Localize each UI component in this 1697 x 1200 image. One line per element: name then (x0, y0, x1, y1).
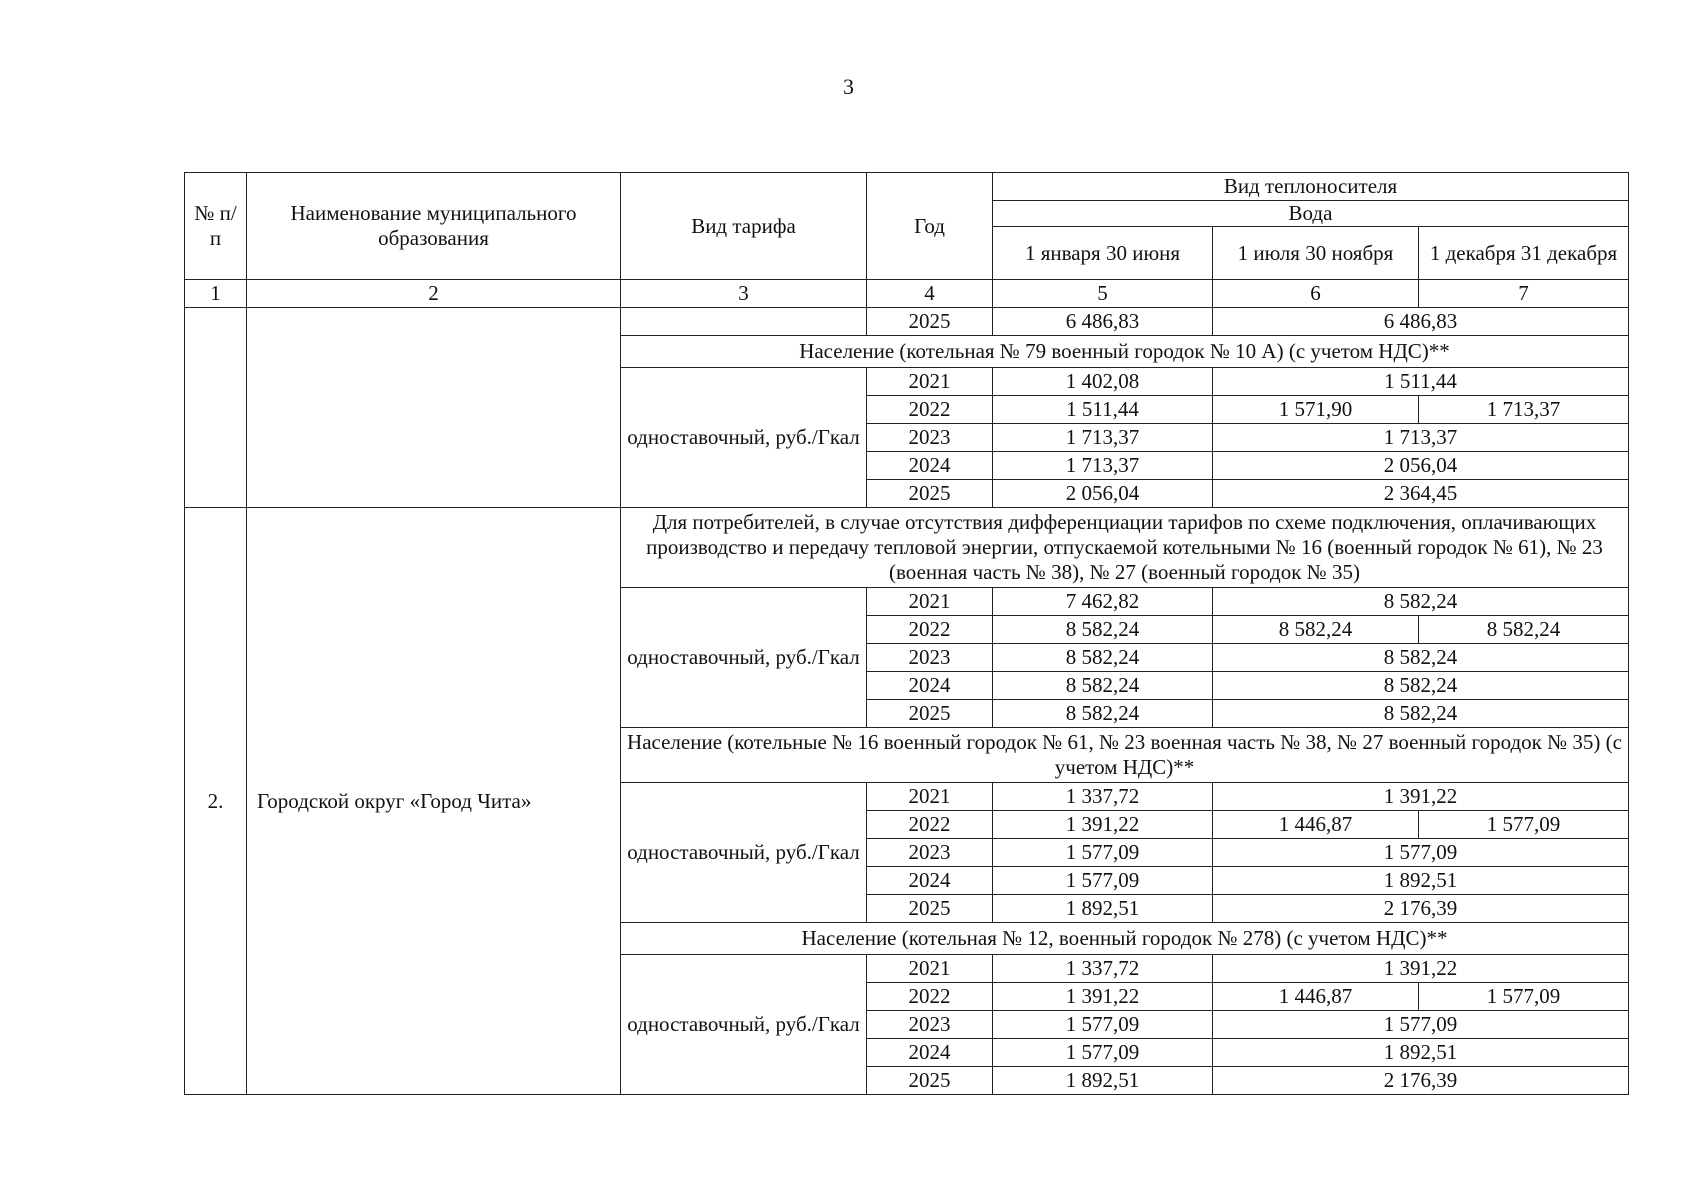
value-cell: 1 577,09 (993, 867, 1213, 895)
year-cell: 2023 (867, 1011, 993, 1039)
year-cell: 2021 (867, 368, 993, 396)
value-cell: 2 056,04 (993, 480, 1213, 508)
value-cell: 1 892,51 (993, 1067, 1213, 1095)
section-2 (185, 508, 1629, 1095)
value-cell: 2 364,45 (1213, 480, 1629, 508)
year-cell: 2023 (867, 424, 993, 452)
column-number: 1 (185, 280, 247, 308)
value-cell: 1 713,37 (1419, 396, 1629, 424)
header-tariff-type: Вид тарифа (621, 173, 867, 280)
value-cell: 1 511,44 (993, 396, 1213, 424)
value-cell: 1 391,22 (1213, 783, 1629, 811)
value-cell: 1 402,08 (993, 368, 1213, 396)
value-cell: 8 582,24 (1213, 644, 1629, 672)
column-number: 5 (993, 280, 1213, 308)
value-cell: 8 582,24 (993, 616, 1213, 644)
value-cell: 1 713,37 (1213, 424, 1629, 452)
year-cell: 2024 (867, 1039, 993, 1067)
value-cell: 8 582,24 (1213, 588, 1629, 616)
year-cell: 2022 (867, 983, 993, 1011)
value-cell: 1 391,22 (993, 811, 1213, 839)
value-cell: 1 892,51 (1213, 867, 1629, 895)
column-number: 3 (621, 280, 867, 308)
value-cell: 1 577,09 (1419, 811, 1629, 839)
header-year: Год (867, 173, 993, 280)
group-title: Население (котельная № 79 военный городок № 10 А) (с учетом НДС)** (621, 336, 1629, 368)
value-cell: 6 486,83 (1213, 308, 1629, 336)
value-cell: 8 582,24 (993, 700, 1213, 728)
table-header (185, 173, 1629, 308)
column-number: 2 (247, 280, 621, 308)
year-cell: 2025 (867, 308, 993, 336)
year-cell: 2021 (867, 588, 993, 616)
header-coolant-type: Вид теплоносителя (993, 173, 1629, 201)
value-cell: 1 713,37 (993, 452, 1213, 480)
value-cell: 2 056,04 (1213, 452, 1629, 480)
section-2-num: 2. (185, 508, 247, 1095)
value-cell: 8 582,24 (993, 644, 1213, 672)
year-cell: 2021 (867, 955, 993, 983)
column-number: 7 (1419, 280, 1629, 308)
year-cell: 2024 (867, 452, 993, 480)
tariff-label: одноставочный, руб./Гкал (621, 955, 867, 1095)
value-cell: 1 577,09 (993, 1039, 1213, 1067)
header-period-1: 1 января 30 июня (993, 227, 1213, 280)
value-cell: 7 462,82 (993, 588, 1213, 616)
value-cell: 1 577,09 (1213, 1011, 1629, 1039)
tariff-label: одноставочный, руб./Гкал (621, 783, 867, 923)
year-cell: 2025 (867, 480, 993, 508)
tariff-cell (621, 308, 867, 336)
value-cell: 1 337,72 (993, 783, 1213, 811)
value-cell: 2 176,39 (1213, 895, 1629, 923)
header-period-2: 1 июля 30 ноября (1213, 227, 1419, 280)
value-cell: 6 486,83 (993, 308, 1213, 336)
header-num: № п/п (185, 173, 247, 280)
header-municipality: Наименование муниципального образования (247, 173, 621, 280)
value-cell: 8 582,24 (1419, 616, 1629, 644)
value-cell: 1 446,87 (1213, 983, 1419, 1011)
year-cell: 2023 (867, 839, 993, 867)
municipality-name: Городской округ «Город Чита» (247, 508, 621, 1095)
year-cell: 2022 (867, 396, 993, 424)
section-1-num-cell (185, 308, 247, 508)
group-title: Население (котельные № 16 военный городок № 61, № 23 военная часть № 38, № 27 военный городок № 35) (с учетом НДС)** (621, 728, 1629, 783)
year-cell: 2024 (867, 867, 993, 895)
section-1 (185, 308, 1629, 508)
value-cell: 8 582,24 (1213, 616, 1419, 644)
column-number: 4 (867, 280, 993, 308)
value-cell: 1 337,72 (993, 955, 1213, 983)
value-cell: 1 577,09 (993, 1011, 1213, 1039)
section-1-name-cell (247, 308, 621, 508)
year-cell: 2022 (867, 616, 993, 644)
value-cell: 1 892,51 (993, 895, 1213, 923)
tariff-label: одноставочный, руб./Гкал (621, 368, 867, 508)
table-row (185, 308, 1629, 336)
value-cell: 8 582,24 (993, 672, 1213, 700)
year-cell: 2025 (867, 895, 993, 923)
header-period-3: 1 декабря 31 декабря (1419, 227, 1629, 280)
group-title: Население (котельная № 12, военный городок № 278) (с учетом НДС)** (621, 923, 1629, 955)
value-cell: 1 391,22 (993, 983, 1213, 1011)
year-cell: 2025 (867, 700, 993, 728)
year-cell: 2022 (867, 811, 993, 839)
header-coolant: Вода (993, 201, 1629, 227)
page-number: 3 (843, 74, 854, 99)
tariff-table (184, 172, 1629, 1095)
tariff-label: одноставочный, руб./Гкал (621, 588, 867, 728)
group-title: Для потребителей, в случае отсутствия дифференциации тарифов по схеме подключения, оплачивающих производство и передачу тепловой энергии, отпускаемой котельными № 16 (военный городок № 61), № 23 (военная часть № 38), № 27 (военный городок № 35) (621, 508, 1629, 588)
value-cell: 1 577,09 (993, 839, 1213, 867)
group-title-row (185, 508, 1629, 588)
value-cell: 8 582,24 (1213, 700, 1629, 728)
value-cell: 8 582,24 (1213, 672, 1629, 700)
year-cell: 2024 (867, 672, 993, 700)
value-cell: 1 571,90 (1213, 396, 1419, 424)
value-cell: 1 713,37 (993, 424, 1213, 452)
year-cell: 2023 (867, 644, 993, 672)
value-cell: 1 892,51 (1213, 1039, 1629, 1067)
value-cell: 2 176,39 (1213, 1067, 1629, 1095)
value-cell: 1 577,09 (1213, 839, 1629, 867)
value-cell: 1 446,87 (1213, 811, 1419, 839)
column-number: 6 (1213, 280, 1419, 308)
value-cell: 1 511,44 (1213, 368, 1629, 396)
year-cell: 2025 (867, 1067, 993, 1095)
value-cell: 1 577,09 (1419, 983, 1629, 1011)
value-cell: 1 391,22 (1213, 955, 1629, 983)
year-cell: 2021 (867, 783, 993, 811)
